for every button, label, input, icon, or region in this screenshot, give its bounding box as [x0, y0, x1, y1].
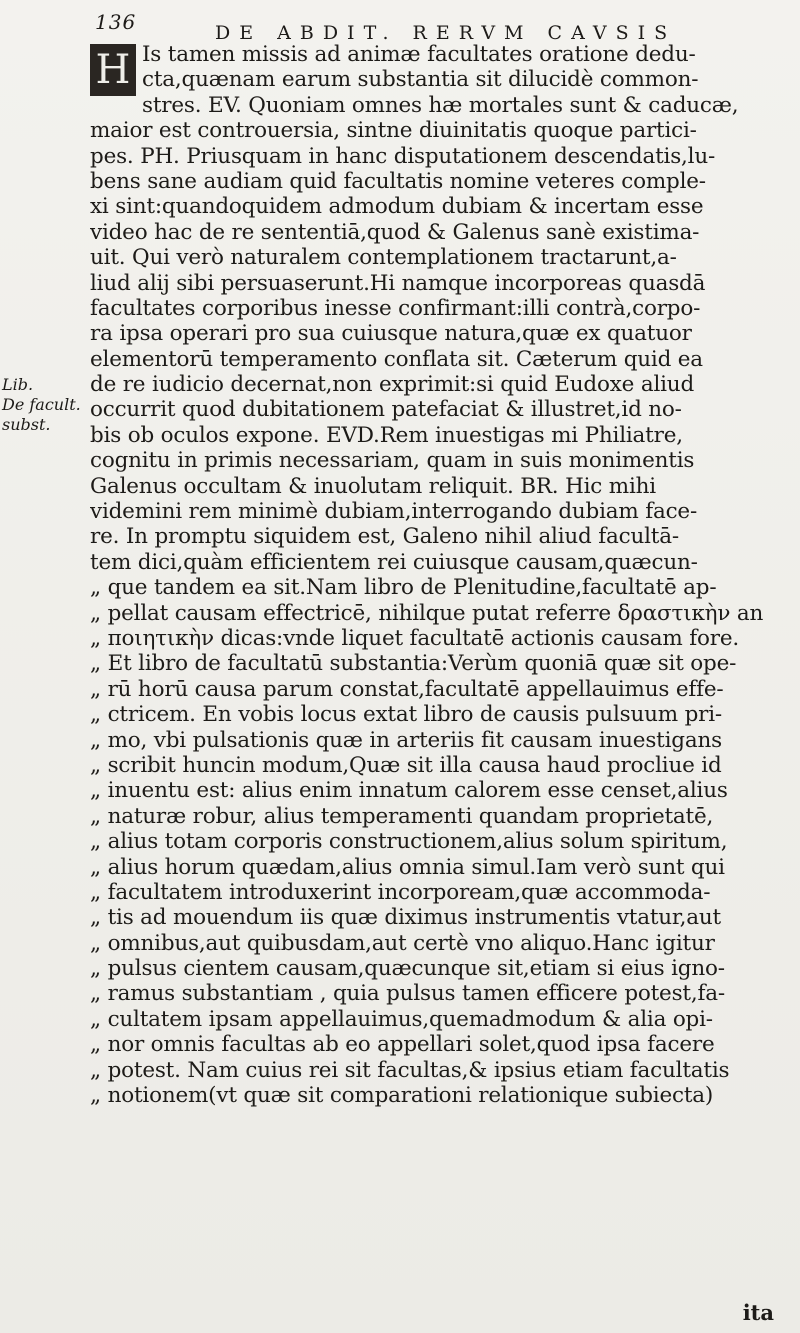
text-line: „ facultatem introduxerint incorpoream,quæ accommoda-	[90, 879, 711, 905]
text-line: „ nor omnis facultas ab eo appellari solet,quod ipsa facere	[90, 1032, 715, 1058]
text-line: de re iudicio decernat,non exprimit:si quid Eudoxe aliud	[90, 372, 695, 398]
text-line: „ rū horū causa parum constat,facultatē appellauimus effe-	[90, 676, 724, 702]
text-line: „ que tandem ea sit.Nam libro de Plenitudine,facultatē ap-	[90, 575, 717, 601]
drop-cap-initial: H	[90, 44, 136, 96]
body-text	[90, 42, 790, 1108]
text-line: Galenus occultam & inuolutam reliquit. BR. Hic mihi	[90, 473, 656, 499]
text-line: „ potest. Nam cuius rei sit facultas,& ipsius etiam facultatis	[90, 1057, 730, 1083]
text-line: „ alius horum quædam,alius omnia simul.Iam verò sunt qui	[90, 854, 725, 880]
margin-note-line: Lib.	[2, 375, 34, 394]
text-line: „ pellat causam effectricē, nihilque putat referre δραστικὴν an	[90, 600, 764, 626]
text-line: stres. EV. Quoniam omnes hæ mortales sunt & caducæ,	[142, 92, 739, 118]
text-line: maior est controuersia, sintne diuinitatis quoque partici-	[90, 118, 697, 144]
text-line: „ Et libro de facultatū substantia:Verùm quoniā quæ sit ope-	[90, 651, 737, 677]
text-line: „ inuentu est: alius enim innatum calorem esse censet,alius	[90, 778, 728, 804]
text-line: video hac de re sententiā,quod & Galenus sanè existima-	[90, 219, 700, 245]
text-line: „ cultatem ipsam appellauimus,quemadmodum & alia opi-	[90, 1006, 713, 1032]
text-line: xi sint:quandoquidem admodum dubiam & incertam esse	[90, 194, 704, 220]
text-line: videmini rem minimè dubiam,interrogando dubiam face-	[90, 499, 698, 525]
text-line: „ naturæ robur, alius temperamenti quandam proprietatē,	[90, 803, 714, 829]
text-line: liud alij sibi persuaserunt.Hi namque incorporeas quasdā	[90, 270, 706, 296]
text-line: „ omnibus,aut quibusdam,aut certè vno aliquo.Hanc igitur	[90, 930, 715, 956]
text-line: „ alius totam corporis constructionem,alius solum spiritum,	[90, 829, 728, 855]
text-line: re. In promptu siquidem est, Galeno nihil aliud facultā-	[90, 524, 679, 550]
margin-note-line: subst.	[2, 415, 51, 434]
text-line: occurrit quod dubitationem patefaciat & illustret,id no-	[90, 397, 682, 423]
text-line: „ tis ad mouendum iis quæ diximus instrumentis vtatur,aut	[90, 905, 721, 931]
margin-note-line: De facult.	[2, 395, 81, 414]
text-line: bens sane audiam quid facultatis nomine veteres comple-	[90, 168, 706, 194]
text-line: pes. PH. Priusquam in hanc disputationem descendatis,lu-	[90, 143, 716, 169]
text-line: uit. Qui verò naturalem contemplationem tractarunt,a-	[90, 245, 677, 271]
margin-note	[2, 375, 81, 435]
text-line: „ ctricem. En vobis locus extat libro de causis pulsuum pri-	[90, 702, 722, 728]
text-line: „ ramus substantiam , quia pulsus tamen efficere potest,fa-	[90, 981, 725, 1007]
text-line: „ scribit huncin modum,Quæ sit illa causa haud procliue id	[90, 752, 722, 778]
text-line: cognitu in primis necessariam, quam in suis monimentis	[90, 448, 695, 474]
text-line: Is tamen missis ad animæ facultates oratione dedu-	[142, 42, 696, 67]
text-line: „ mo, vbi pulsationis quæ in arteriis fit causam inuestigans	[90, 727, 722, 753]
text-line: ra ipsa operari pro sua cuiusque natura,quæ ex quatuor	[90, 321, 692, 347]
text-line: tem dici,quàm efficientem rei cuiusque causam,quæcun-	[90, 549, 698, 575]
text-line: cta,quænam earum substantia sit dilucidè common-	[142, 67, 699, 93]
catchword: ita	[742, 1300, 774, 1325]
text-line: „ notionem(vt quæ sit comparationi relationique subiecta)	[90, 1083, 714, 1109]
text-line: „ ποιητικὴν dicas:vnde liquet facultatē actionis causam fore.	[90, 625, 739, 651]
text-line: „ pulsus cientem causam,quæcunque sit,etiam si eius igno-	[90, 956, 725, 982]
running-head: DE ABDIT. RERVM CAVSIS	[215, 22, 677, 44]
text-line: elementorū temperamento conflata sit. Cæterum quid ea	[90, 346, 703, 372]
page-number: 136	[95, 10, 137, 34]
text-line: bis ob oculos expone. EVD.Rem inuestigas mi Philiatre,	[90, 422, 683, 448]
text-line: facultates corporibus inesse confirmant:illi contrà,corpo-	[90, 295, 701, 321]
